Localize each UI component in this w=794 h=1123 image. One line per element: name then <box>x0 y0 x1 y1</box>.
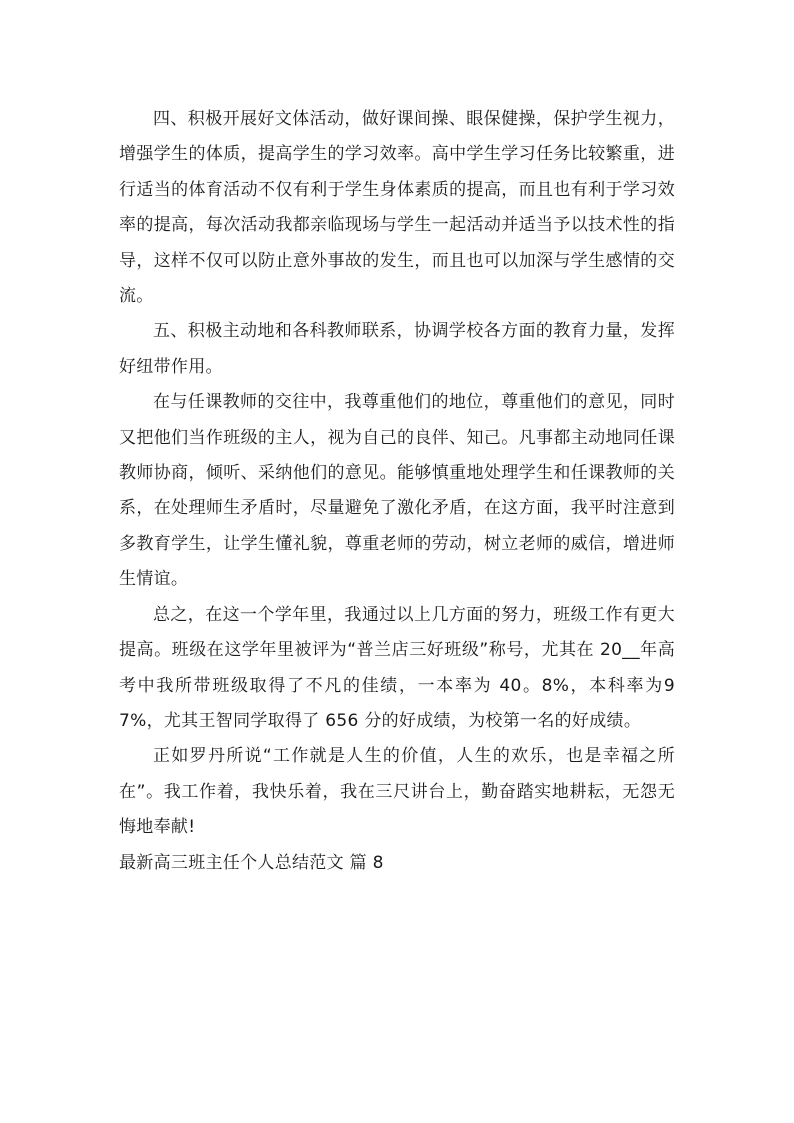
paragraph-teacher-contact: 五、积极主动地和各科教师联系，协调学校各方面的教育力量，发挥好纽带作用。 <box>119 321 675 377</box>
section-heading: 最新高三班主任个人总结范文 篇 8 <box>119 852 384 873</box>
paragraph-teacher-relations: 在与任课教师的交往中，我尊重他们的地位，尊重他们的意见，同时又把他们当作班级的主人，视为自己的良伴、知己。凡事都主动地同任课教师协商，倾听、采纳他们的意见。能够慎重地处理学生和任课教师的关系，在处理师生矛盾时，尽量避免了激化矛盾，在这方面，我平时注意到多教育学生，让学生懂礼貌，尊重老师的劳动，树立老师的威信，增进师生情谊。 <box>119 392 675 590</box>
paragraph-closing: 正如罗丹所说“工作就是人生的价值，人生的欢乐，也是幸福之所在”。我工作着，我快乐着，我在三尺讲台上，勤奋踏实地耕耘，无怨无悔地奉献! <box>119 746 675 838</box>
document-body <box>119 102 675 881</box>
paragraph-summary: 总之，在这一个学年里，我通过以上几方面的努力，班级工作有更大提高。班级在这学年里被评为“普兰店三好班级”称号，尤其在 20__年高考中我所带班级取得了不凡的佳绩，一本率为 40。8%，本科率为97%，尤其王智同学取得了 656 分的好成绩，为校第一名的好成绩。 <box>119 604 675 731</box>
paragraph-activities: 四、积极开展好文体活动，做好课间操、眼保健操，保护学生视力，增强学生的体质，提高学生的学习效率。高中学生学习任务比较繁重，进行适当的体育活动不仅有利于学生身体素质的提高，而且也有利于学习效率的提高，每次活动我都亲临现场与学生一起活动并适当予以技术性的指导，这样不仅可以防止意外事故的发生，而且也可以加深与学生感情的交流。 <box>119 109 675 307</box>
